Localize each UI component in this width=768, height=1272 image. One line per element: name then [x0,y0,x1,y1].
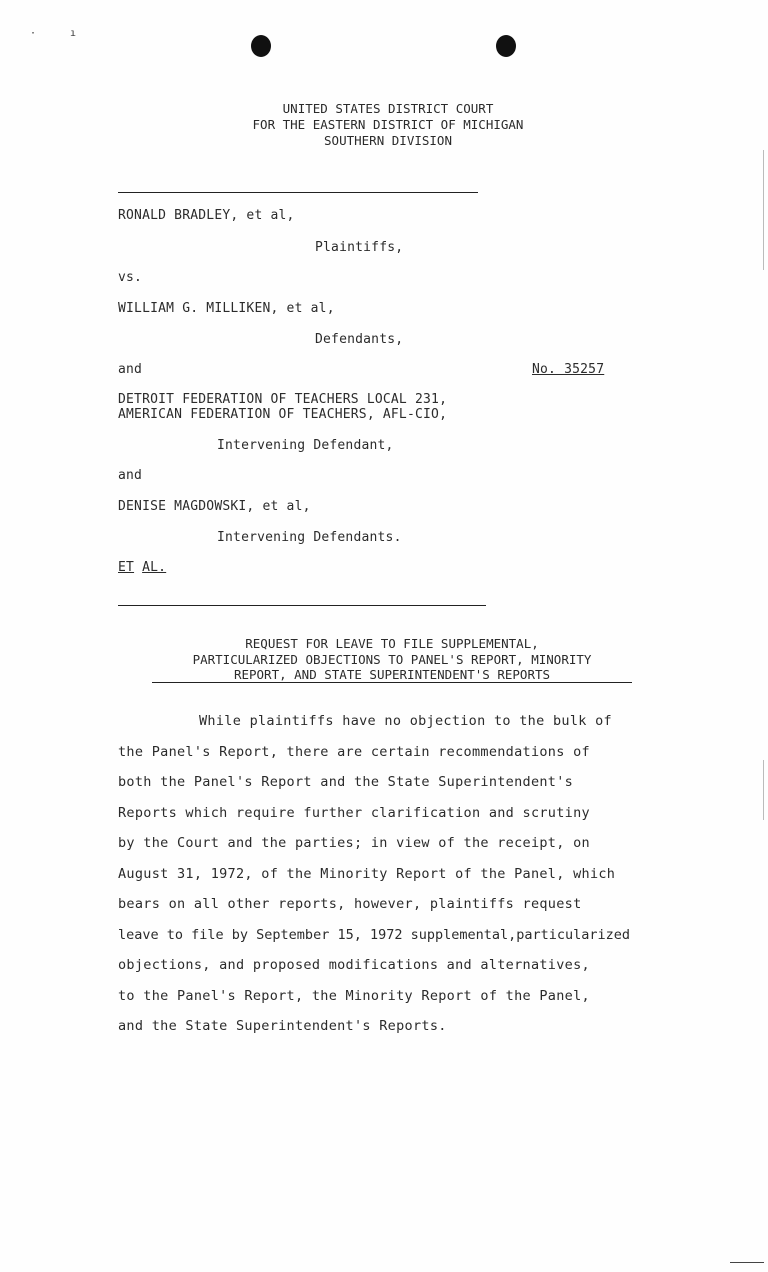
et-al-suffix: AL. [142,560,167,575]
intervenor-1-role: Intervening Defendant, [217,438,394,453]
plaintiff-role: Plaintiffs, [315,240,404,255]
versus-label: vs. [118,270,143,285]
et-al-prefix: ET [118,560,135,575]
body-line: the Panel's Report, there are certain recommendations of [118,744,590,760]
title-line-3: REPORT, AND STATE SUPERINTENDENT'S REPORTS [233,667,551,682]
body-line: bears on all other reports, however, plaintiffs request [118,896,582,912]
intervenor-2-role: Intervening Defendants. [217,530,402,545]
scan-edge-line [763,760,764,820]
intervenor-1-line-2: AMERICAN FEDERATION OF TEACHERS, AFL-CIO, [118,407,448,422]
body-line: Reports which require further clarification and scrutiny [118,805,590,821]
punch-hole-right [496,35,516,57]
et-al-label [118,560,166,575]
plaintiff-name: RONALD BRADLEY, et al, [118,208,295,223]
title-line-2: PARTICULARIZED OBJECTIONS TO PANEL'S REPORT, MINORITY [192,652,592,667]
speck-mark: ı [70,28,77,39]
title-underline [152,682,632,683]
court-heading-line-3: SOUTHERN DIVISION [324,133,452,148]
caption-top-rule [118,192,478,193]
caption-bottom-rule [118,605,486,606]
and-connector-1: and [118,362,143,377]
defendant-name: WILLIAM G. MILLIKEN, et al, [118,301,335,316]
body-line: both the Panel's Report and the State Superintendent's [118,774,574,790]
body-line: to the Panel's Report, the Minority Report of the Panel, [118,988,590,1004]
intervenor-1-line-1: DETROIT FEDERATION OF TEACHERS LOCAL 231, [118,392,448,407]
defendant-role: Defendants, [315,332,404,347]
body-line: and the State Superintendent's Reports. [118,1018,447,1034]
and-connector-2: and [118,468,143,483]
punch-hole-left [251,35,271,57]
case-number: No. 35257 [532,362,605,377]
body-line: leave to file by September 15, 1972 supplemental,particularized [118,927,631,943]
intervenor-2-name: DENISE MAGDOWSKI, et al, [118,499,311,514]
body-line: by the Court and the parties; in view of the receipt, on [118,835,590,851]
body-line: While plaintiffs have no objection to the bulk of [199,713,612,729]
title-line-1: REQUEST FOR LEAVE TO FILE SUPPLEMENTAL, [245,636,539,651]
body-line: August 31, 1972, of the Minority Report of the Panel, which [118,866,616,882]
speck-mark: · [30,28,37,39]
scan-corner-mark [730,1262,764,1263]
scan-edge-line [763,150,764,270]
body-line: objections, and proposed modifications and alternatives, [118,957,590,973]
court-heading-line-1: UNITED STATES DISTRICT COURT [282,101,494,116]
court-heading-line-2: FOR THE EASTERN DISTRICT OF MICHIGAN [252,117,524,132]
